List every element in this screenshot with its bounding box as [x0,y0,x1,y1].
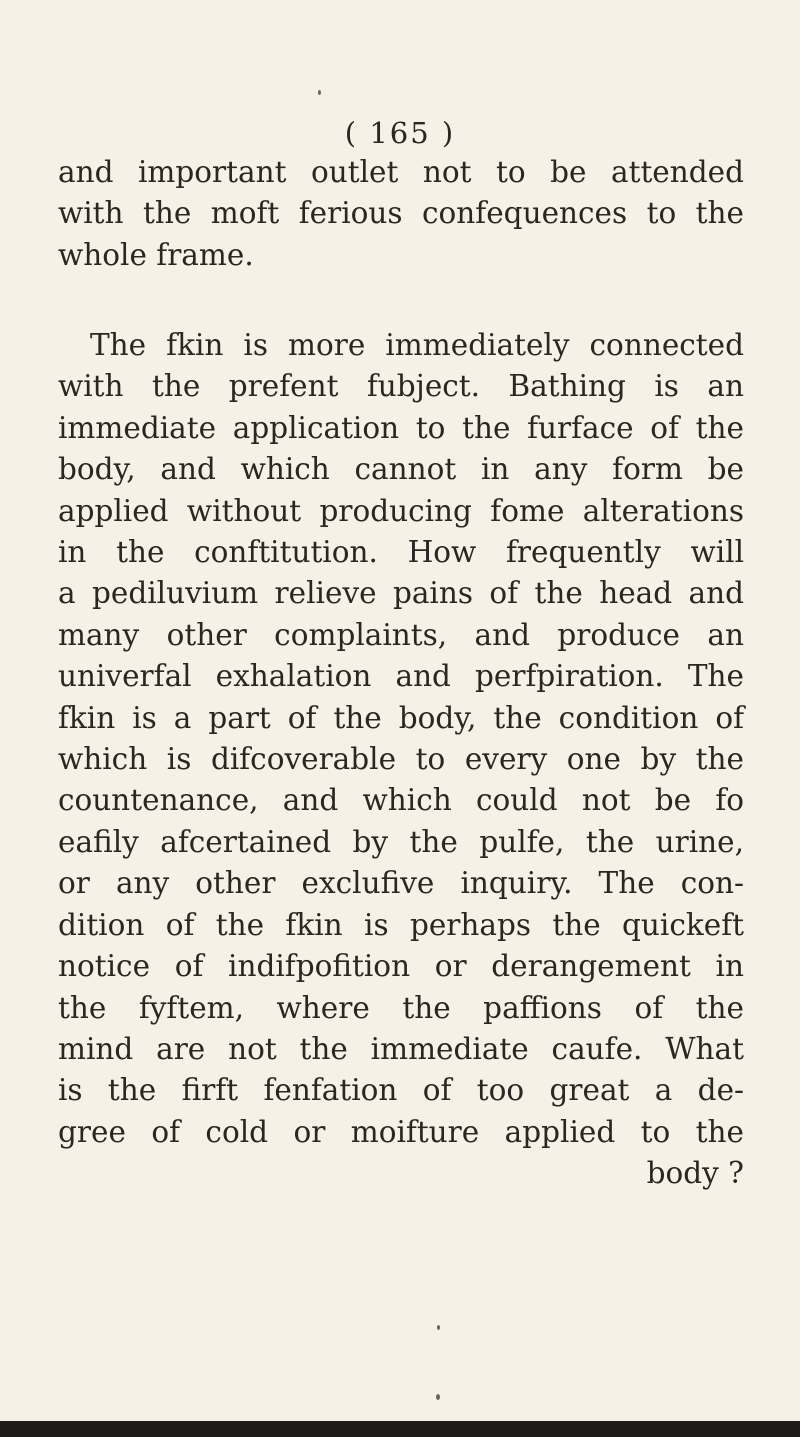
text-line: univerfal exhalation and perfpiration. The [58,659,744,694]
text-line: with the prefent fubject. Bathing is an [58,369,744,404]
text-line: applied without producing fome alterations [58,493,744,528]
text-line: countenance, and which could not be fo [58,783,744,818]
text-line: fkin is a part of the body, the condition of [58,700,744,735]
text-line: the fyftem, where the paffions of the [58,990,744,1025]
text-line: many other complaints, and produce an [58,617,744,652]
paper-speck [437,1325,440,1330]
text-line: and important outlet not to be attended [58,155,744,189]
text-line: in the conftitution. How frequently will [58,535,744,570]
text-line: or any other exclufive inquiry. The con- [58,866,744,901]
paper-speck [318,90,321,95]
text-line: notice of indifpofition or derangement in [58,949,744,984]
text-line: dition of the fkin is perhaps the quickeft [58,907,744,942]
scan-edge [0,1421,800,1437]
paragraph-2 [58,325,744,1195]
catchword: body ? [646,1156,744,1191]
text-line: mind are not the immediate caufe. What [58,1031,744,1066]
text-line: eafily afcertained by the pulfe, the urine, [58,824,744,859]
text-line: whole frame. [58,237,254,272]
text-line: The fkin is more immediately connected [90,328,744,362]
paragraph-1 [58,152,744,276]
paper-speck [436,1394,440,1400]
text-line: which is difcoverable to every one by the [58,742,744,777]
text-line: immediate application to the furface of the [58,410,744,445]
text-line: gree of cold or moifture applied to the [58,1114,744,1149]
text-line: is the firft fenfation of too great a de- [58,1073,744,1108]
text-line: a pediluvium relieve pains of the head and [58,576,744,611]
page-number: ( 165 ) [344,116,456,150]
text-line: with the moft ferious confequences to the [58,196,744,231]
text-line: body, and which cannot in any form be [58,452,744,487]
